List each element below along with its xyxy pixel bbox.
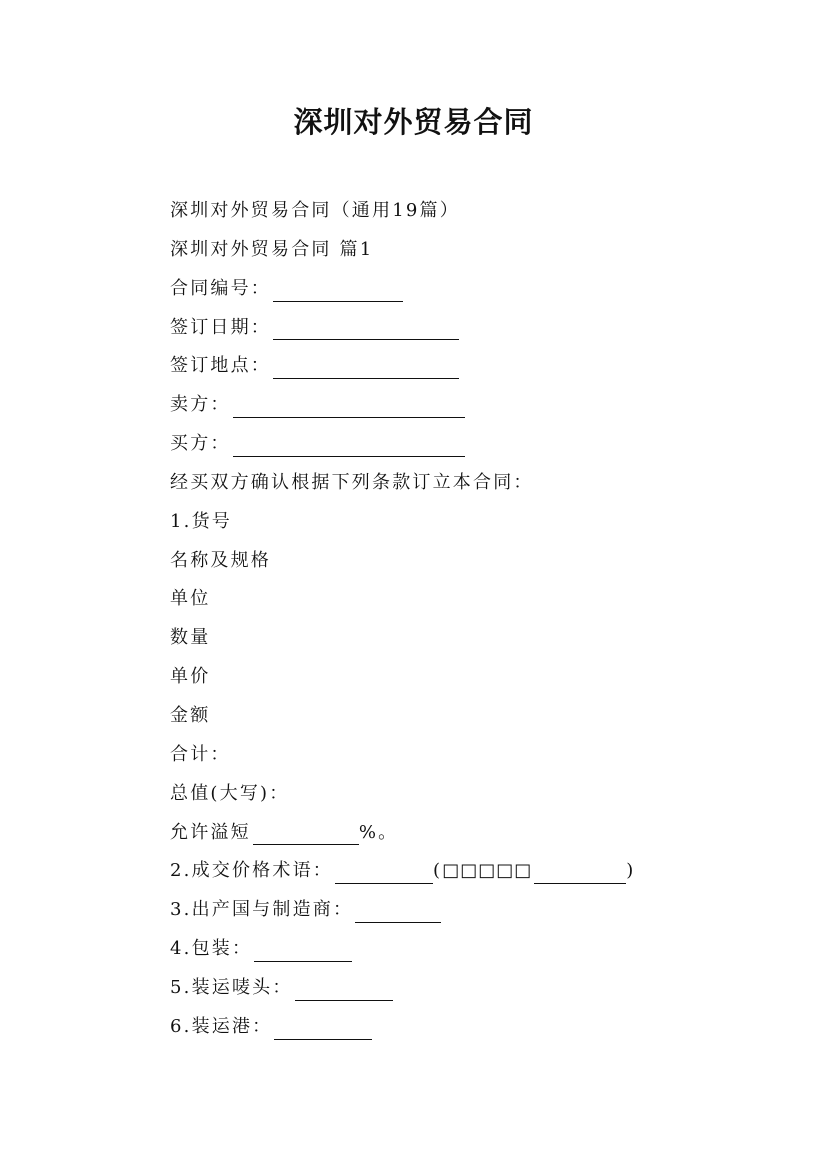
packing-line bbox=[170, 930, 770, 969]
line-text: 合计： bbox=[170, 743, 231, 765]
line-text: 1.货号 bbox=[170, 510, 232, 532]
document-body bbox=[170, 192, 770, 1047]
tolerance-line bbox=[170, 814, 770, 853]
document-title: 深圳对外贸易合同 bbox=[293, 105, 534, 139]
contract-number-blank[interactable] bbox=[273, 277, 403, 302]
seller-line bbox=[170, 386, 770, 425]
line-text: 合同编号： bbox=[170, 277, 271, 299]
loading-port-line bbox=[170, 1008, 770, 1047]
loading-port-blank[interactable] bbox=[274, 1015, 372, 1040]
sign-date-line bbox=[170, 309, 770, 348]
line-text: 名称及规格 bbox=[170, 549, 271, 571]
line-text: 买方： bbox=[170, 433, 231, 455]
origin-line bbox=[170, 891, 770, 930]
checkbox-placeholders: □□□□□ bbox=[442, 860, 533, 882]
shipping-mark-line bbox=[170, 969, 770, 1008]
body-line bbox=[170, 464, 770, 503]
line-text: 允许溢短 bbox=[170, 821, 251, 843]
line-suffix: ( bbox=[432, 860, 443, 882]
line-text: 签订地点： bbox=[170, 355, 271, 377]
body-line bbox=[170, 503, 770, 542]
contract-number-line bbox=[170, 270, 770, 309]
body-line bbox=[170, 736, 770, 775]
line-text: 单价 bbox=[170, 666, 211, 688]
line-text: 金额 bbox=[170, 704, 211, 726]
body-line bbox=[170, 619, 770, 658]
line-text: 数量 bbox=[170, 627, 211, 649]
body-line bbox=[170, 697, 770, 736]
seller-blank[interactable] bbox=[233, 393, 465, 418]
origin-blank[interactable] bbox=[355, 898, 441, 923]
sign-place-line bbox=[170, 347, 770, 386]
line-text: 经买双方确认根据下列条款订立本合同： bbox=[170, 471, 534, 493]
line-text: 深圳对外贸易合同（通用19篇） bbox=[170, 200, 460, 221]
line-text: 单位 bbox=[170, 588, 211, 610]
line-text: 卖方： bbox=[170, 394, 231, 416]
body-line bbox=[170, 658, 770, 697]
buyer-line bbox=[170, 425, 770, 464]
buyer-blank[interactable] bbox=[233, 432, 465, 457]
line-text: 3.出产国与制造商： bbox=[170, 899, 354, 921]
tolerance-blank[interactable] bbox=[253, 820, 359, 845]
body-line bbox=[170, 231, 770, 270]
sign-place-blank[interactable] bbox=[273, 354, 459, 379]
line-text: 总值(大写)： bbox=[170, 782, 290, 804]
shipping-mark-blank[interactable] bbox=[295, 976, 393, 1001]
price-term-blank[interactable] bbox=[335, 859, 433, 884]
price-term-detail-blank[interactable] bbox=[534, 859, 626, 884]
line-text: 4.包装： bbox=[170, 938, 253, 960]
line-tail: ) bbox=[626, 860, 636, 882]
line-text: 5.装运唛头： bbox=[170, 976, 293, 998]
body-line bbox=[170, 542, 770, 581]
line-text: 6.装运港： bbox=[170, 1015, 273, 1037]
line-text: 2.成交价格术语： bbox=[170, 860, 333, 882]
body-line bbox=[170, 775, 770, 814]
line-suffix: %。 bbox=[358, 821, 399, 843]
price-term-line bbox=[170, 852, 770, 891]
sign-date-blank[interactable] bbox=[273, 315, 459, 340]
body-line bbox=[170, 580, 770, 619]
body-line bbox=[170, 192, 770, 231]
packing-blank[interactable] bbox=[254, 937, 352, 962]
line-text: 签订日期： bbox=[170, 316, 271, 338]
line-text: 深圳对外贸易合同 篇1 bbox=[170, 238, 374, 260]
